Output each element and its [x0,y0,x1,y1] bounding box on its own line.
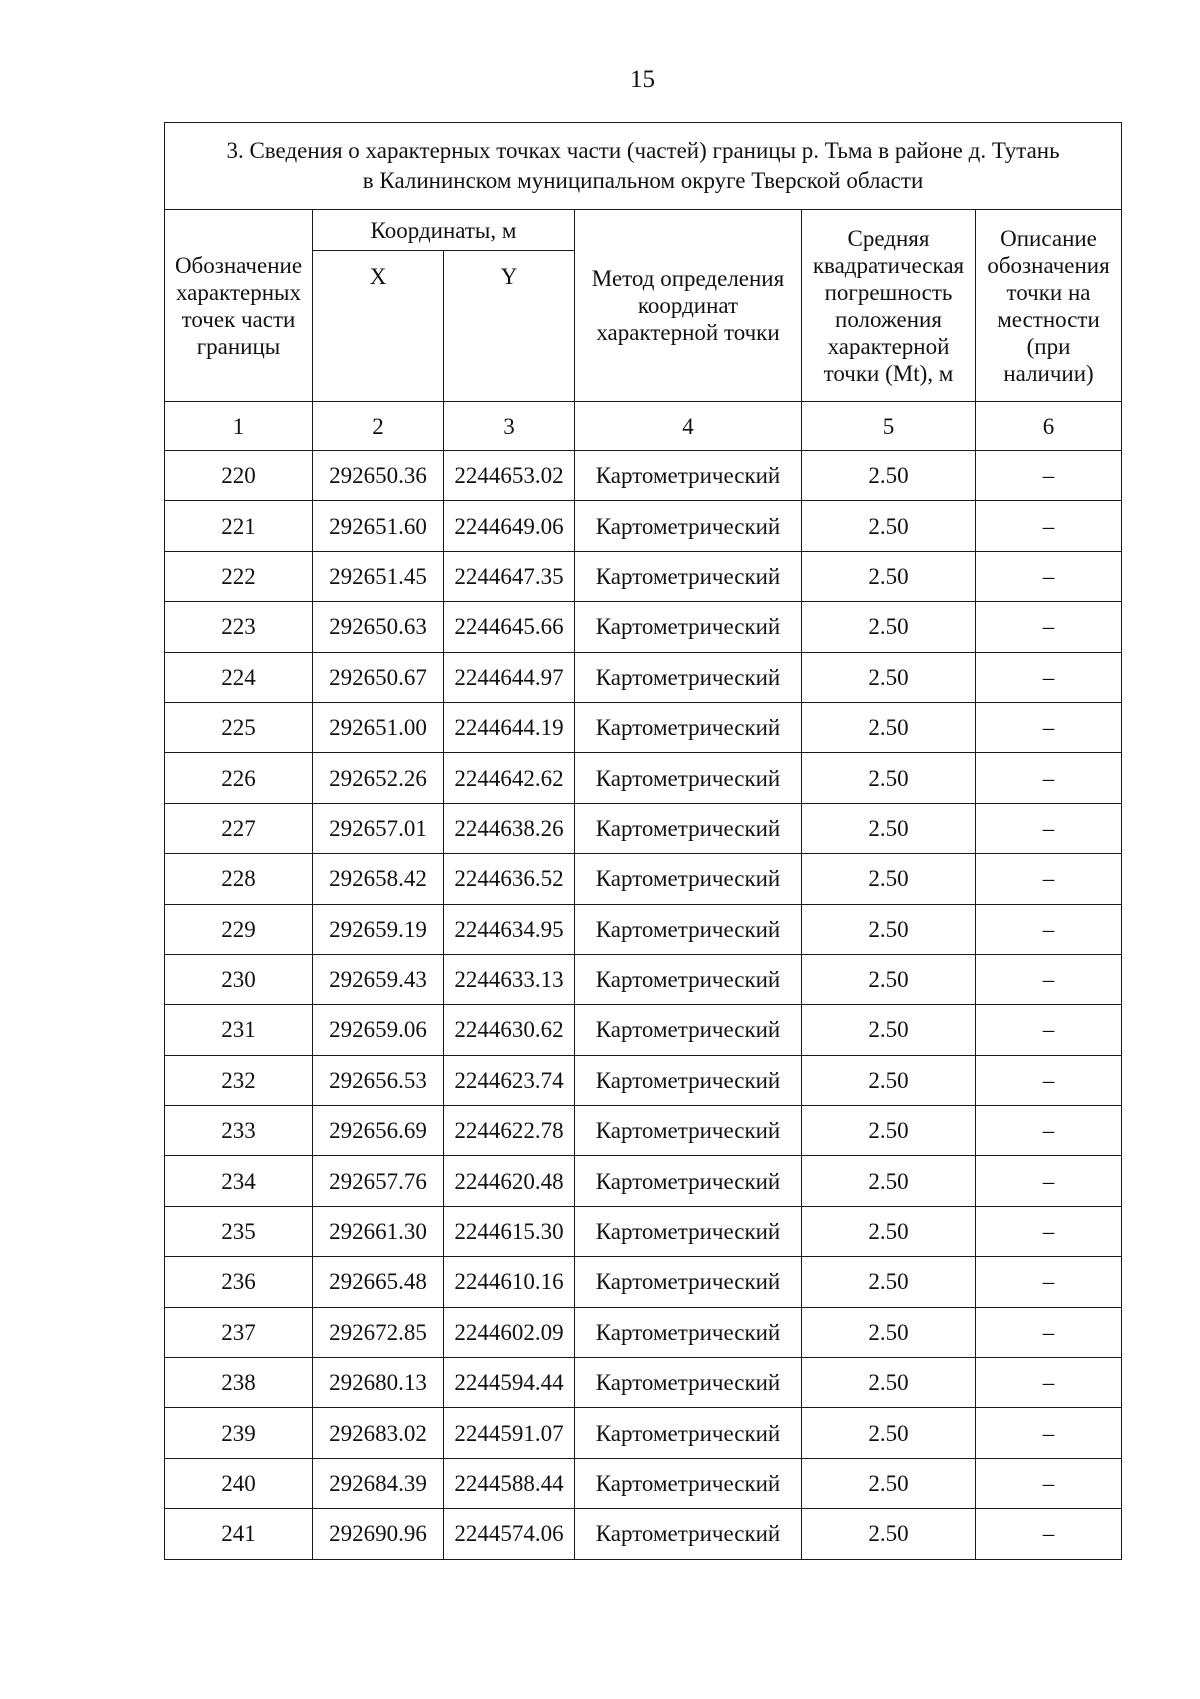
table-row [165,753,1122,803]
point-id-cell: 238 [165,1358,313,1408]
x-coordinate-cell: 292690.96 [313,1509,444,1559]
point-id-cell: 235 [165,1206,313,1256]
x-coordinate-cell: 292672.85 [313,1307,444,1357]
method-cell: Картометрический [575,753,802,803]
mean-error-cell: 2.50 [802,954,976,1004]
method-cell: Картометрический [575,702,802,752]
table-row [165,602,1122,652]
mean-error-cell: 2.50 [802,602,976,652]
table-row [165,1408,1122,1458]
y-coordinate-cell: 2244642.62 [444,753,575,803]
x-coordinate-cell: 292651.00 [313,702,444,752]
description-cell: – [976,1408,1122,1458]
description-cell: – [976,1106,1122,1156]
method-cell: Картометрический [575,803,802,853]
column-number: 4 [575,402,802,451]
table-row [165,501,1122,551]
description-cell: – [976,803,1122,853]
y-coordinate-cell: 2244638.26 [444,803,575,853]
table-row [165,1005,1122,1055]
point-id-cell: 224 [165,652,313,702]
mean-error-cell: 2.50 [802,1307,976,1357]
table-row [165,451,1122,501]
column-number: 6 [976,402,1122,451]
header-error-line: точки (Mt), м [823,360,954,386]
description-cell: – [976,1458,1122,1508]
description-cell: – [976,954,1122,1004]
header-designation-line: точек части [181,306,296,332]
header-description-line: местности [997,306,1100,332]
point-id-cell: 231 [165,1005,313,1055]
method-cell: Картометрический [575,1156,802,1206]
header-error-line: положения [835,306,942,332]
method-cell: Картометрический [575,1509,802,1559]
header-y: Y [444,251,575,402]
table-row [165,1458,1122,1508]
description-cell: – [976,602,1122,652]
y-coordinate-cell: 2244622.78 [444,1106,575,1156]
point-id-cell: 240 [165,1458,313,1508]
x-coordinate-cell: 292651.45 [313,551,444,601]
table-row [165,904,1122,954]
method-cell: Картометрический [575,1257,802,1307]
method-cell: Картометрический [575,904,802,954]
column-number: 3 [444,402,575,451]
description-cell: – [976,1206,1122,1256]
description-cell: – [976,551,1122,601]
mean-error-cell: 2.50 [802,1458,976,1508]
x-coordinate-cell: 292657.76 [313,1156,444,1206]
boundary-points-table [164,122,1122,1560]
column-number: 2 [313,402,444,451]
mean-error-cell: 2.50 [802,854,976,904]
x-coordinate-cell: 292659.43 [313,954,444,1004]
point-id-cell: 237 [165,1307,313,1357]
point-id-cell: 227 [165,803,313,853]
mean-error-cell: 2.50 [802,1156,976,1206]
point-id-cell: 229 [165,904,313,954]
header-method-line: координат [637,293,739,318]
description-cell: – [976,854,1122,904]
method-cell: Картометрический [575,1307,802,1357]
y-coordinate-cell: 2244591.07 [444,1408,575,1458]
method-cell: Картометрический [575,501,802,551]
description-cell: – [976,702,1122,752]
header-designation-line: характерных [175,279,301,305]
mean-error-cell: 2.50 [802,1358,976,1408]
method-cell: Картометрический [575,1055,802,1105]
table-caption-line-2: в Калининском муниципальном округе Тверской области [362,168,924,193]
description-cell: – [976,1005,1122,1055]
point-id-cell: 239 [165,1408,313,1458]
header-row [165,210,1122,251]
description-cell: – [976,753,1122,803]
header-description-line: наличии) [1003,360,1094,386]
header-error-line: погрешность [824,279,953,305]
header-description [976,210,1122,402]
description-cell: – [976,1307,1122,1357]
x-coordinate-cell: 292680.13 [313,1358,444,1408]
table-row [165,1257,1122,1307]
x-coordinate-cell: 292658.42 [313,854,444,904]
y-coordinate-cell: 2244649.06 [444,501,575,551]
column-number: 5 [802,402,976,451]
method-cell: Картометрический [575,1458,802,1508]
y-coordinate-cell: 2244644.97 [444,652,575,702]
point-id-cell: 222 [165,551,313,601]
x-coordinate-cell: 292650.63 [313,602,444,652]
mean-error-cell: 2.50 [802,1106,976,1156]
y-coordinate-cell: 2244647.35 [444,551,575,601]
y-coordinate-cell: 2244574.06 [444,1509,575,1559]
method-cell: Картометрический [575,954,802,1004]
x-coordinate-cell: 292683.02 [313,1408,444,1458]
point-id-cell: 226 [165,753,313,803]
table-row [165,1206,1122,1256]
header-method-line: характерной точки [596,320,780,345]
header-error-line: квадратическая [812,252,965,278]
point-id-cell: 230 [165,954,313,1004]
header-description-line: точки на [1006,279,1091,305]
mean-error-cell: 2.50 [802,803,976,853]
y-coordinate-cell: 2244623.74 [444,1055,575,1105]
column-number: 1 [165,402,313,451]
method-cell: Картометрический [575,1206,802,1256]
y-coordinate-cell: 2244633.13 [444,954,575,1004]
header-description-line: (при [1026,333,1071,359]
header-error-line: Средняя [847,225,930,251]
y-coordinate-cell: 2244634.95 [444,904,575,954]
header-designation-line: Обозначение [174,252,303,278]
x-coordinate-cell: 292657.01 [313,803,444,853]
x-coordinate-cell: 292650.36 [313,451,444,501]
header-method [575,210,802,402]
table-row [165,1106,1122,1156]
header-mean-error [802,210,976,402]
x-coordinate-cell: 292656.69 [313,1106,444,1156]
mean-error-cell: 2.50 [802,904,976,954]
table-row [165,1358,1122,1408]
table-row [165,1156,1122,1206]
x-coordinate-cell: 292661.30 [313,1206,444,1256]
method-cell: Картометрический [575,1408,802,1458]
description-cell: – [976,451,1122,501]
y-coordinate-cell: 2244588.44 [444,1458,575,1508]
table-caption [165,123,1122,210]
table-row [165,551,1122,601]
description-cell: – [976,1055,1122,1105]
method-cell: Картометрический [575,602,802,652]
header-designation [165,210,313,402]
header-coordinates: Координаты, м [313,210,575,251]
description-cell: – [976,652,1122,702]
point-id-cell: 221 [165,501,313,551]
mean-error-cell: 2.50 [802,1257,976,1307]
header-method-line: Метод определения [591,266,785,291]
mean-error-cell: 2.50 [802,753,976,803]
method-cell: Картометрический [575,1005,802,1055]
mean-error-cell: 2.50 [802,1509,976,1559]
table-row [165,854,1122,904]
y-coordinate-cell: 2244610.16 [444,1257,575,1307]
mean-error-cell: 2.50 [802,501,976,551]
x-coordinate-cell: 292659.06 [313,1005,444,1055]
x-coordinate-cell: 292651.60 [313,501,444,551]
table-caption-line-1: 3. Сведения о характерных точках части (частей) границы р. Тьма в районе д. Тутань [226,138,1060,163]
header-x: X [313,251,444,402]
mean-error-cell: 2.50 [802,1005,976,1055]
y-coordinate-cell: 2244594.44 [444,1358,575,1408]
header-description-line: обозначения [987,252,1110,278]
y-coordinate-cell: 2244630.62 [444,1005,575,1055]
mean-error-cell: 2.50 [802,702,976,752]
mean-error-cell: 2.50 [802,451,976,501]
y-coordinate-cell: 2244615.30 [444,1206,575,1256]
point-id-cell: 232 [165,1055,313,1105]
mean-error-cell: 2.50 [802,551,976,601]
mean-error-cell: 2.50 [802,1206,976,1256]
x-coordinate-cell: 292650.67 [313,652,444,702]
column-numbers-row [165,402,1122,451]
table-row [165,1307,1122,1357]
header-designation-line: границы [196,333,281,359]
description-cell: – [976,904,1122,954]
description-cell: – [976,1156,1122,1206]
mean-error-cell: 2.50 [802,652,976,702]
table-row [165,702,1122,752]
point-id-cell: 225 [165,702,313,752]
table-row [165,954,1122,1004]
method-cell: Картометрический [575,854,802,904]
description-cell: – [976,1257,1122,1307]
x-coordinate-cell: 292684.39 [313,1458,444,1508]
y-coordinate-cell: 2244620.48 [444,1156,575,1206]
header-error-line: характерной [827,333,950,359]
point-id-cell: 223 [165,602,313,652]
point-id-cell: 236 [165,1257,313,1307]
table-row [165,1509,1122,1559]
x-coordinate-cell: 292652.26 [313,753,444,803]
mean-error-cell: 2.50 [802,1408,976,1458]
method-cell: Картометрический [575,1106,802,1156]
page-number: 15 [630,66,655,93]
method-cell: Картометрический [575,652,802,702]
y-coordinate-cell: 2244602.09 [444,1307,575,1357]
table-caption-row [165,123,1122,210]
y-coordinate-cell: 2244653.02 [444,451,575,501]
table-row [165,652,1122,702]
method-cell: Картометрический [575,1358,802,1408]
point-id-cell: 233 [165,1106,313,1156]
point-id-cell: 220 [165,451,313,501]
y-coordinate-cell: 2244636.52 [444,854,575,904]
y-coordinate-cell: 2244645.66 [444,602,575,652]
table-row [165,803,1122,853]
y-coordinate-cell: 2244644.19 [444,702,575,752]
x-coordinate-cell: 292659.19 [313,904,444,954]
x-coordinate-cell: 292665.48 [313,1257,444,1307]
mean-error-cell: 2.50 [802,1055,976,1105]
x-coordinate-cell: 292656.53 [313,1055,444,1105]
table-row [165,1055,1122,1105]
header-description-line: Описание [1000,225,1097,251]
method-cell: Картометрический [575,451,802,501]
point-id-cell: 228 [165,854,313,904]
description-cell: – [976,1358,1122,1408]
description-cell: – [976,501,1122,551]
point-id-cell: 234 [165,1156,313,1206]
point-id-cell: 241 [165,1509,313,1559]
description-cell: – [976,1509,1122,1559]
method-cell: Картометрический [575,551,802,601]
